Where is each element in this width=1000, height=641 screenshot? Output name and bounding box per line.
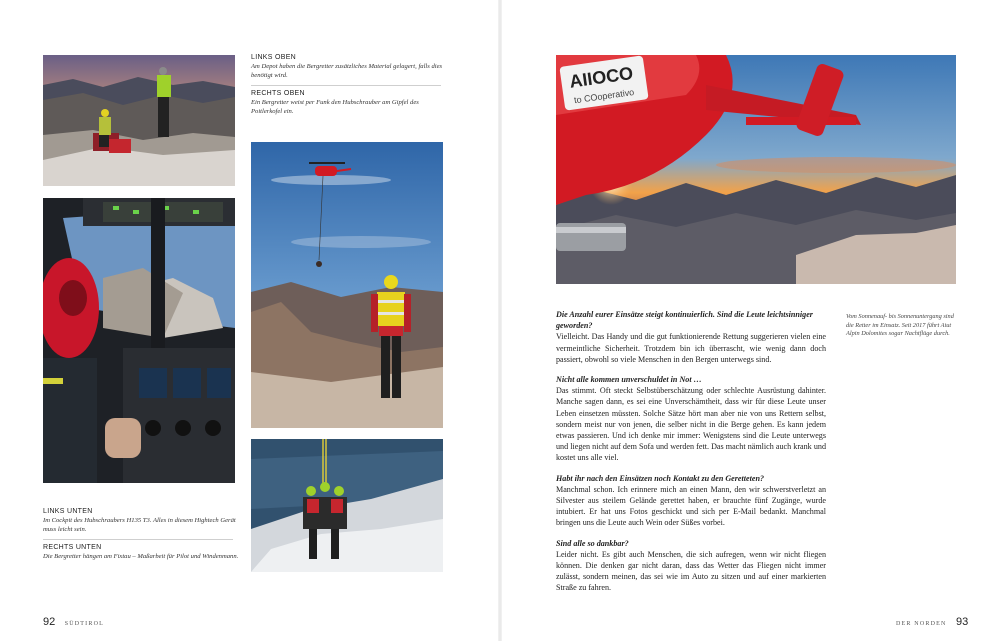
- caption-divider: [251, 85, 441, 86]
- caption-text: Die Bergretter hängen am Fixtau – Maßarbeit für Pilot und Windenmann.: [43, 553, 239, 560]
- caption-heading: LINKS OBEN: [251, 54, 297, 61]
- caption-block-top: [251, 54, 451, 116]
- caption-text: Am Depot haben die Bergretter zusätzliches Material gelagert, falls dies benötigt wird.: [251, 63, 443, 79]
- photo-cockpit: [43, 198, 235, 483]
- interview-question: Die Anzahl eurer Einsätze steigt kontinuierlich. Sind die Leute leichtsinniger geworden?: [556, 310, 813, 331]
- caption-divider: [43, 539, 233, 540]
- helicopter-logo-text: AIIOCO: [568, 62, 635, 92]
- photo-rescuers-fixed-rope: [251, 439, 443, 572]
- interview-question: Habt ihr nach den Einsätzen noch Kontakt zu den Geretteten?: [556, 473, 764, 483]
- interview-question: Sind alle so dankbar?: [556, 538, 629, 548]
- caption-heading: RECHTS OBEN: [251, 90, 305, 97]
- photo-rescuers-depot: [43, 55, 235, 186]
- page-number: 93: [955, 616, 969, 628]
- photo-helicopter-sunset: [556, 55, 956, 284]
- helicopter-logo-subtext: to COoperativo: [573, 86, 635, 106]
- page-gutter: [498, 0, 502, 641]
- section-label: SÜDTIROL: [64, 621, 104, 627]
- photo-rescuer-radio-helicopter: [251, 142, 443, 428]
- caption-text: Im Cockpit des Hubschraubers H135 T3. Alles in diesem Hightech Gerät muss leicht sein.: [43, 517, 236, 533]
- interview-answer: Vielleicht. Das Handy und die gut funktionierende Rettung suggerieren vielen eine vermeintliche Sicherheit. Trotzdem bin ich überrascht, wie wenig dann doch passiert, obwohl so viele Menschen in den Bergen unterwegs sind.: [556, 332, 826, 364]
- interview-text: [556, 309, 826, 603]
- folio-right: [896, 612, 968, 630]
- interview-answer: Leider nicht. Es gibt auch Menschen, die sich aufregen, wenn wir nicht fliegen können. Die denken gar nicht daran, dass das Wetter das Fliegen nicht immer zulässt, sondern meinen, das sei wie im Auto zu sitzen und auf einer markierten Straße zu fahren.: [556, 549, 826, 593]
- caption-text: Ein Bergretter weist per Funk den Hubschrauber am Gipfel des Poitlerkofel ein.: [251, 99, 419, 115]
- interview-answer: Das stimmt. Oft steckt Selbstüberschätzung oder schlechte Ausrüstung dahinter. Manche sagen dann, es sei eine Unverschämtheit, dass wir für diese Leute unser Leben einsetzen müssten. Solche Sätze hört man aber nie von uns Rettern selbst, sondern meist nur von jenen, die selber nicht in die Berge gehen. Es kann jedem etwas passieren. Und ich denke mir immer: Wenigstens sind die Leute unterwegs und liegen nicht auf dem Sofa und werden fett. Das macht nämlich auch krank und kostet uns alle viel.: [556, 386, 826, 463]
- photo-side-caption: Vom Sonnenauf- bis Sonnenuntergang sind die Retter im Einsatz. Seit 2017 führt Aiut Alpin Dolomites sogar Nachtflüge durch.: [846, 313, 954, 338]
- interview-answer: Manchmal schon. Ich erinnere mich an einen Mann, den wir schwerstverletzt an Silvester aus steilem Gelände gerettet haben, er brauchte fünf Zugänge, wurde intubiert. Er hat uns Fotos geschickt und sich per E-Mail bedankt. Manchmal bringen uns die Leute auch Wein oder Süßes vorbei.: [556, 484, 826, 528]
- folio-left: [43, 612, 104, 630]
- interview-question: Nicht alle kommen unverschuldet in Not …: [556, 375, 702, 385]
- section-label: DER NORDEN: [896, 621, 947, 627]
- caption-heading: RECHTS UNTEN: [43, 544, 102, 551]
- caption-heading: LINKS UNTEN: [43, 508, 93, 515]
- caption-block-bottom: [43, 508, 243, 561]
- page-number: 92: [43, 616, 56, 628]
